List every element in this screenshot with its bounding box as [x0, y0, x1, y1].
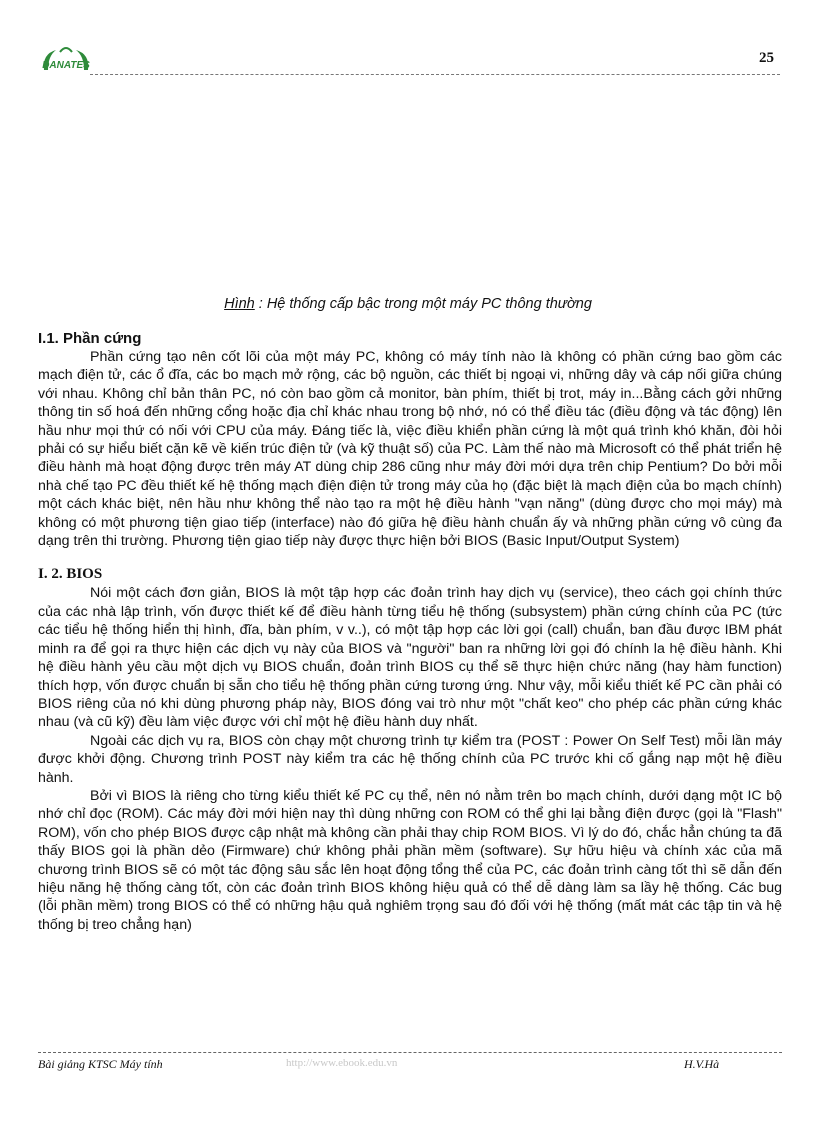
danates-logo-mark [38, 46, 94, 80]
caption-label: Hình [224, 296, 255, 312]
paragraph: Nói một cách đơn giản, BIOS là một tập hợp các đoản trình hay dịch vụ (service), theo cách gọi chính thức của các nhà lập trình, vốn được thiết kế để điều hành từng tiểu hệ thống (subsystem) phần cứng chính của PC (tức các tiểu hệ thống hiển thị hình, đĩa, bàn phím, v v..), có một tập hợp các lời gọi (call) chuẩn, ban đầu được IBM phát minh ra để gọi ra thực hiện các dịch vụ này của BIOS và "người" ban ra những lời gọi đó chính la hệ điều hành. Khi hệ điều hành yêu cầu một dịch vụ BIOS chuẩn, đoản trình BIOS cụ thể sẽ thực hiện chức năng (hay hàm function) thích hợp, vốn được chuẩn bị sẵn cho tiểu hệ thống phần cứng tương ứng. Như vậy, mỗi kiểu thiết kế PC cần phải có BIOS riêng của nó khi dùng phương pháp này, BIOS đóng vai trò như một "chất keo" cho phép các phần cứng khác nhau (và cũ kỹ) đều làm việc được với chỉ một hệ điều hành duy nhất. [38, 585, 782, 731]
caption-text: : Hệ thống cấp bậc trong một máy PC thông thường [254, 296, 592, 312]
footer-watermark-url: http://www.ebook.edu.vn [286, 1057, 398, 1069]
section-heading-hardware: I.1. Phần cứng [38, 330, 142, 347]
section-heading-bios: I. 2. BIOS [38, 566, 103, 583]
page-header [38, 46, 780, 80]
logo-text: DANATES [42, 60, 90, 71]
footer-rule [38, 1052, 782, 1053]
paragraph: Ngoài các dịch vụ ra, BIOS còn chạy một chương trình tự kiểm tra (POST : Power On Self Test) mỗi lần máy được khởi động. Chương trình POST này kiểm tra các hệ thống chính của PC trước khi cố gắng nạp một hệ điều hành. [38, 732, 782, 786]
page-number: 25 [759, 50, 774, 66]
figure-caption [0, 296, 816, 312]
footer-author: H.V.Hà [684, 1057, 720, 1071]
page-footer [38, 1052, 782, 1082]
footer-course-title: Bài giảng KTSC Máy tính [38, 1057, 163, 1071]
paragraph: Bởi vì BIOS là riêng cho từng kiểu thiết kế PC cụ thể, nên nó nằm trên bo mạch chính, dưới dạng một IC bộ nhớ chỉ đọc (ROM). Các máy đời mới hiện nay thì dùng những con ROM có thể ghi lại bằng điện được (gọi là "Flash" ROM), vốn cho phép BIOS được cập nhật mà không cần phải thay chip ROM BIOS. Vì lý do đó, chắc hẳn chúng ta đã thấy BIOS gọi là phần dẻo (Firmware) chứ không phải phần mềm (software). Sự hữu hiệu và chính xác của mã chương trình BIOS sẽ có một tác động sâu sắc lên hoạt động tổng thể của PC, các đoản trình càng tốt thì sẽ dẫn đến hiệu năng hệ thống càng tốt, còn các đoản trình BIOS không hiệu quả có thể dễ dàng làm sa lầy hệ thống. Các bug (lỗi phần mềm) trong BIOS có thể có những hậu quả nghiêm trọng sau đó đối với hệ thống (mất mát các tập tin và hệ thống bị treo chẳng hạn) [38, 787, 782, 933]
page-content [38, 330, 782, 934]
header-rule [90, 74, 780, 75]
paragraph: Phần cứng tạo nên cốt lõi của một máy PC, không có máy tính nào là không có phần cứng bao gồm các mạch điện tử, các ổ đĩa, các bo mạch mở rộng, các bộ nguồn, các thiết bị ngoại vi, những dây và cáp nối giữa chúng với nhau. Không chỉ bản thân PC, nó còn bao gồm cả monitor, bàn phím, thiết bị trot, máy in...Bằng cách gởi những thông tin số hoá đến những cổng hoặc địa chỉ khác nhau trong bộ nhớ, nó có thể điều tác (điều động và tác động) lên hầu như mọi thứ có nối với CPU của máy. Đáng tiếc là, việc điều khiển phần cứng là một quá trình khó khăn, đòi hỏi phải có sự hiểu biết cặn kẽ về kiến trúc điện tử (và kỹ thuật số) của PC. Làm thế nào mà Microsoft có thể phát triển hệ điều hành mà hoạt động được trên máy AT dùng chip 286 cũng như máy đời mới dựa trên chip Pentium? Do bởi mỗi nhà chế tạo PC đều thiết kế hệ thống mạch điện điện tử trong máy của họ (đặc biệt là mạch điện của bo mạch chính) một cách khác biệt, nên hầu như không thể nào tạo ra một hệ điều hành "vạn năng" (dùng được cho mọi máy) mà không có một phương tiện giao tiếp (interface) nào đó giữa hệ điều hành chuẩn ấy và những phần cứng vô cùng đa dạng trên thi trường. Phương tiện giao tiếp này được thực hiện bởi BIOS (Basic Input/Output System) [38, 349, 782, 550]
danates-logo [38, 46, 94, 80]
